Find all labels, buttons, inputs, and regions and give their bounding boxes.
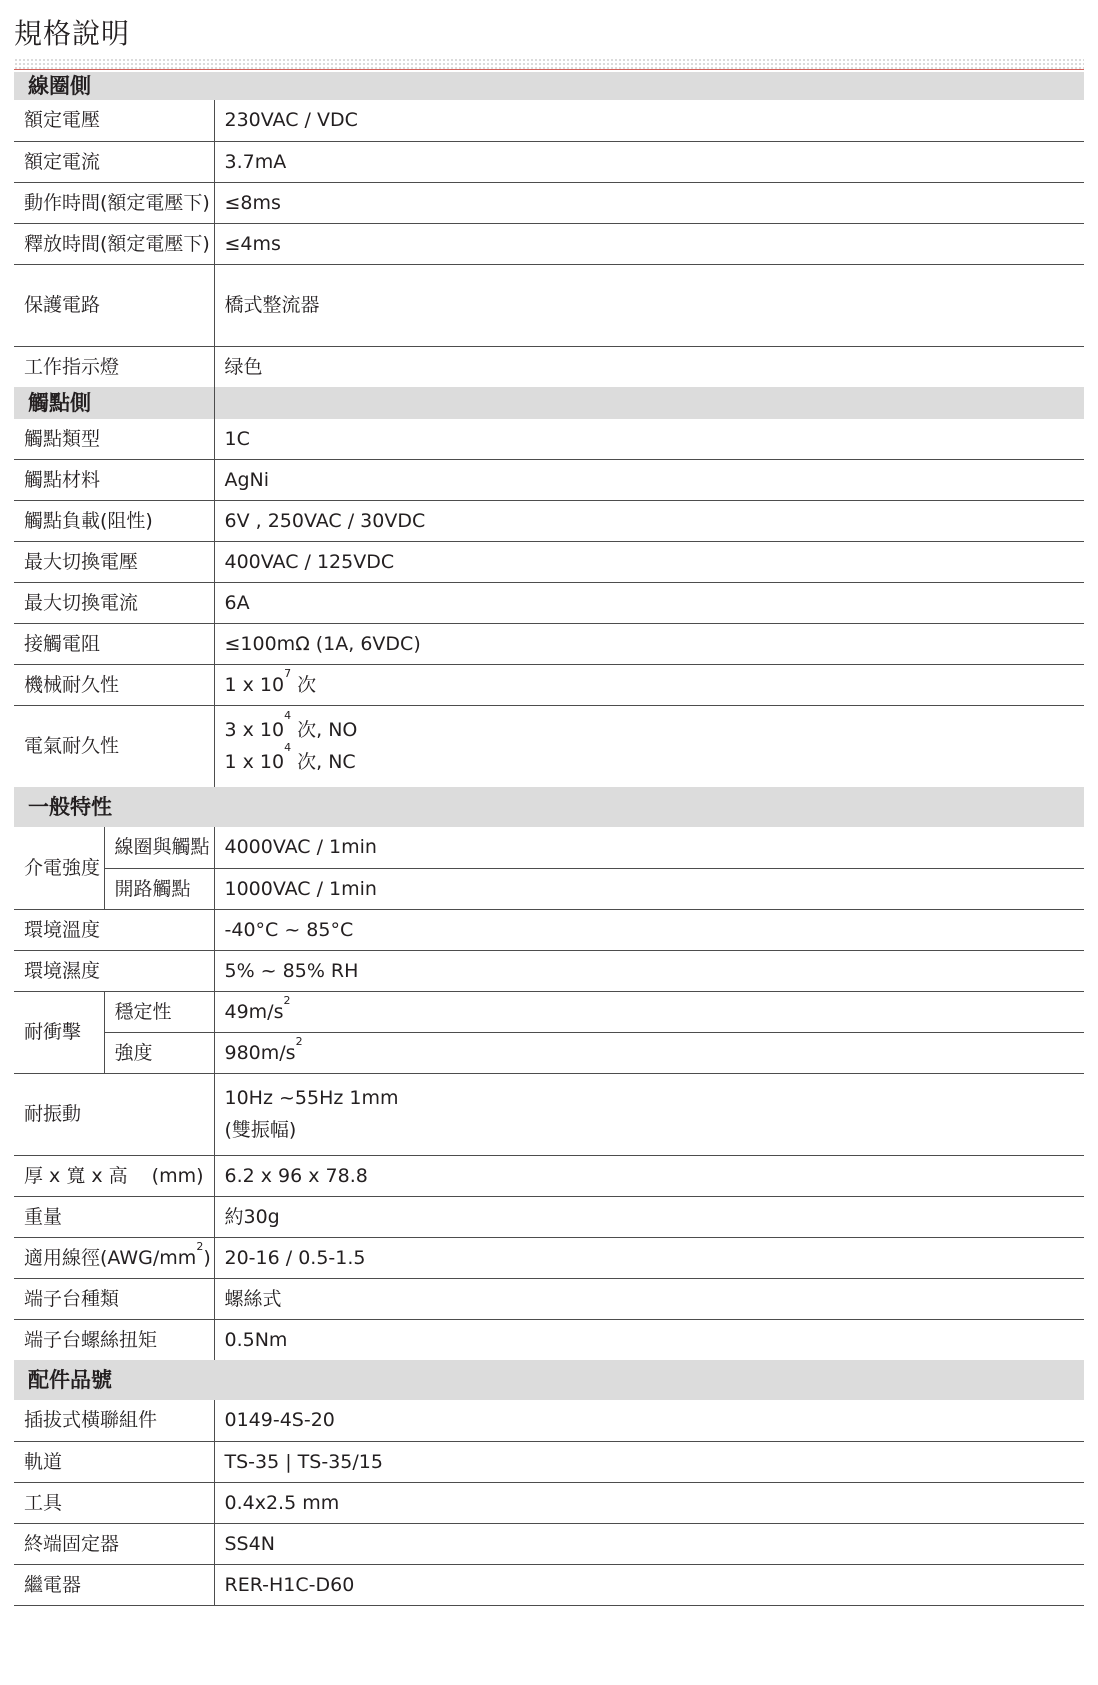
spec-value: RER-H1C-D60 xyxy=(214,1564,1084,1605)
spec-row xyxy=(14,1073,1084,1155)
spec-row xyxy=(14,1523,1084,1564)
spec-row xyxy=(14,1278,1084,1319)
spec-row xyxy=(14,1441,1084,1482)
label-unit: (mm) xyxy=(151,1164,204,1187)
spec-label: 額定電流 xyxy=(14,141,214,182)
spec-label: 繼電器 xyxy=(14,1564,214,1605)
spec-value: 約30g xyxy=(214,1196,1084,1237)
spec-value: SS4N xyxy=(214,1523,1084,1564)
exponent: 2 xyxy=(283,993,291,1007)
spec-label: 插拔式橫聯組件 xyxy=(14,1400,214,1441)
spec-label: 釋放時間(額定電壓下) xyxy=(14,223,214,264)
value-line xyxy=(224,709,1075,746)
spec-value: 0.4x2.5 mm xyxy=(214,1482,1084,1523)
spec-row xyxy=(14,664,1084,705)
spec-label: 介電強度 xyxy=(14,827,104,909)
spec-value: 230VAC / VDC xyxy=(214,100,1084,141)
value-text: 1 x 10 xyxy=(224,673,285,696)
spec-value xyxy=(214,664,1084,705)
spec-row xyxy=(14,419,1084,459)
spec-row xyxy=(14,1319,1084,1360)
spec-row xyxy=(14,1564,1084,1605)
spec-value: ≤4ms xyxy=(214,223,1084,264)
spec-label: 端子台種類 xyxy=(14,1278,214,1319)
spec-label: 終端固定器 xyxy=(14,1523,214,1564)
spec-label: 最大切換電流 xyxy=(14,582,214,623)
spec-row xyxy=(14,1032,1084,1073)
exponent: 2 xyxy=(295,1034,303,1048)
spec-sublabel: 穩定性 xyxy=(104,991,214,1032)
spec-row xyxy=(14,541,1084,582)
spec-row xyxy=(14,705,1084,787)
spec-table xyxy=(14,72,1084,1606)
value-suffix: 次 xyxy=(291,673,317,696)
value-text: 3 x 10 xyxy=(224,719,285,742)
exponent: 4 xyxy=(284,741,292,755)
spec-label: 動作時間(額定電壓下) xyxy=(14,182,214,223)
section-heading: 一般特性 xyxy=(14,787,1084,827)
value-line: (雙振幅) xyxy=(224,1119,297,1141)
spec-sublabel: 開路觸點 xyxy=(104,868,214,909)
spec-row xyxy=(14,223,1084,264)
section-accessories xyxy=(14,1360,1084,1400)
spec-value: 橋式整流器 xyxy=(214,264,1084,346)
spec-label: 接觸電阻 xyxy=(14,623,214,664)
spec-label: 額定電壓 xyxy=(14,100,214,141)
spec-row xyxy=(14,909,1084,950)
spec-value xyxy=(214,991,1084,1032)
spec-label xyxy=(14,1155,214,1196)
spec-value: -40°C ~ 85°C xyxy=(214,909,1084,950)
exponent: 7 xyxy=(284,666,292,680)
spec-value xyxy=(214,1032,1084,1073)
spec-value: 6V , 250VAC / 30VDC xyxy=(214,500,1084,541)
spec-sublabel: 線圈與觸點 xyxy=(104,827,214,868)
spec-value: AgNi xyxy=(214,459,1084,500)
spec-value: 400VAC / 125VDC xyxy=(214,541,1084,582)
label-text: 適用線徑(AWG/mm xyxy=(24,1246,197,1269)
spec-value: 6.2 x 96 x 78.8 xyxy=(214,1155,1084,1196)
spec-sublabel: 強度 xyxy=(104,1032,214,1073)
spec-value: 1C xyxy=(214,419,1084,459)
spec-row xyxy=(14,991,1084,1032)
section-general xyxy=(14,787,1084,827)
spec-label: 電氣耐久性 xyxy=(14,705,214,787)
spec-value xyxy=(214,1073,1084,1155)
spec-label: 觸點材料 xyxy=(14,459,214,500)
spec-value: 3.7mA xyxy=(214,141,1084,182)
spec-row xyxy=(14,868,1084,909)
spec-value: 螺絲式 xyxy=(214,1278,1084,1319)
spec-value: ≤8ms xyxy=(214,182,1084,223)
spec-label xyxy=(14,1237,214,1278)
page-title: 規格說明 xyxy=(14,17,131,50)
spec-row xyxy=(14,827,1084,868)
spec-row xyxy=(14,950,1084,991)
spec-value: 20-16 / 0.5-1.5 xyxy=(214,1237,1084,1278)
value-text: 49m/s xyxy=(224,1000,284,1023)
spec-row xyxy=(14,346,1084,387)
label-text-end: ) xyxy=(203,1246,211,1269)
spec-row xyxy=(14,1237,1084,1278)
spec-label: 保護電路 xyxy=(14,264,214,346)
spec-value: 6A xyxy=(214,582,1084,623)
spec-value: TS-35 | TS-35/15 xyxy=(214,1441,1084,1482)
spec-row xyxy=(14,582,1084,623)
section-heading: 線圈側 xyxy=(14,72,1084,100)
exponent: 4 xyxy=(284,709,292,723)
spec-label: 工具 xyxy=(14,1482,214,1523)
spec-value: ≤100mΩ (1A, 6VDC) xyxy=(214,623,1084,664)
spec-label: 工作指示燈 xyxy=(14,346,214,387)
spec-row xyxy=(14,623,1084,664)
spec-label: 環境溫度 xyxy=(14,909,214,950)
spec-label: 觸點類型 xyxy=(14,419,214,459)
spec-label: 機械耐久性 xyxy=(14,664,214,705)
value-line: 10Hz ~55Hz 1mm xyxy=(224,1087,399,1109)
value-suffix: 次, NC xyxy=(291,751,356,774)
value-suffix: 次, NO xyxy=(291,719,358,742)
spec-row xyxy=(14,141,1084,182)
spec-row xyxy=(14,182,1084,223)
spec-row xyxy=(14,1155,1084,1196)
spec-row xyxy=(14,459,1084,500)
spec-row xyxy=(14,264,1084,346)
spec-value: 1000VAC / 1min xyxy=(214,868,1084,909)
spec-row xyxy=(14,1400,1084,1441)
value-text: 1 x 10 xyxy=(224,751,285,774)
exponent: 2 xyxy=(196,1239,204,1253)
spec-label: 觸點負載(阻性) xyxy=(14,500,214,541)
section-heading: 觸點側 xyxy=(14,387,214,419)
spec-row xyxy=(14,1196,1084,1237)
spec-value: 绿色 xyxy=(224,355,263,378)
spec-row xyxy=(14,100,1084,141)
section-coil xyxy=(14,72,1084,100)
section-heading-filler xyxy=(214,387,1084,419)
spec-label: 端子台螺絲扭矩 xyxy=(14,1319,214,1360)
spec-row xyxy=(14,500,1084,541)
section-contact xyxy=(14,387,1084,419)
spec-row xyxy=(14,1482,1084,1523)
spec-label: 環境濕度 xyxy=(14,950,214,991)
spec-value xyxy=(214,705,1084,787)
spec-value: 0149-4S-20 xyxy=(214,1400,1084,1441)
label-text: 厚 x 寬 x 高 xyxy=(24,1164,128,1187)
spec-value: 4000VAC / 1min xyxy=(214,827,1084,868)
value-text: 980m/s xyxy=(224,1041,296,1064)
spec-label: 軌道 xyxy=(14,1441,214,1482)
spec-value: 0.5Nm xyxy=(224,1328,288,1351)
spec-label: 耐衝擊 xyxy=(14,991,104,1073)
spec-value: 5% ~ 85% RH xyxy=(214,950,1084,991)
value-line xyxy=(224,741,1075,778)
spec-label: 最大切換電壓 xyxy=(14,541,214,582)
spec-label: 耐振動 xyxy=(14,1073,214,1155)
spec-label: 重量 xyxy=(14,1196,214,1237)
red-divider xyxy=(14,69,1084,70)
section-heading: 配件品號 xyxy=(14,1360,1084,1400)
